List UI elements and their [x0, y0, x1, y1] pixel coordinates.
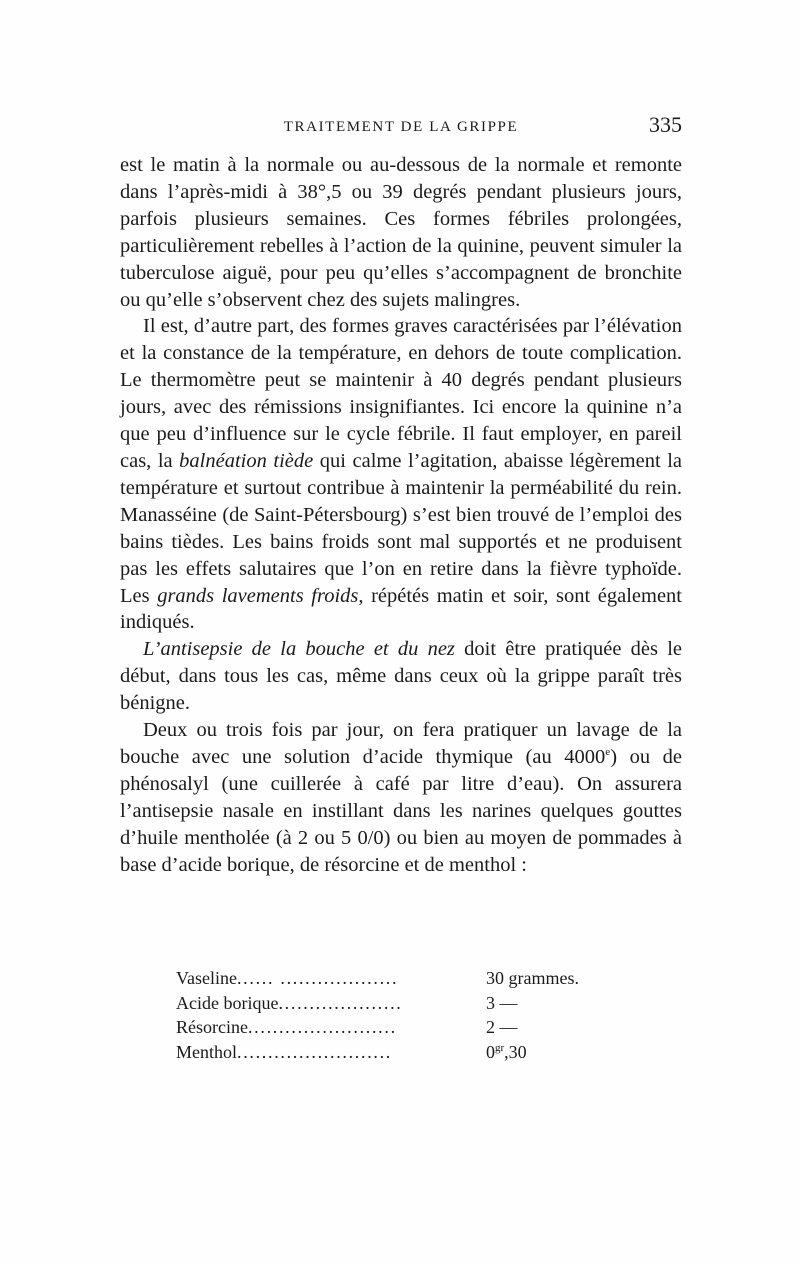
leader-dots: ...... ...................	[236, 968, 399, 988]
ingredient-name: Menthol	[176, 1042, 237, 1063]
leader-dots: ........................	[247, 1017, 397, 1038]
text-run: qui calme l’agitation, abaisse légèrement la température et surtout contribue à maintenir la perméabilité du rein. Manasséine (de Saint-Pétersbourg) s’est bien trouvé de l’emploi des bains tièdes. Les bains froids sont mal supportés et ne produisent pas les effets salutaires que l’on en retire dans la fièvre typhoïde. Les	[120, 449, 682, 607]
superscript: e	[605, 746, 611, 759]
italic-lavements: grands lavements froids	[157, 584, 359, 607]
leader-dots: .........................	[237, 1042, 392, 1063]
amount-superscript: gr	[495, 1042, 505, 1055]
ingredient-name: Acide borique	[176, 992, 279, 1013]
ingredient-amount: 3 —	[486, 992, 518, 1013]
ingredient-amount	[486, 1040, 636, 1065]
text-run: doit être pratiquée dès le début, dans tous les cas, même dans ceux où la grippe paraît très bénigne.	[120, 638, 683, 715]
recipe-row	[176, 1040, 636, 1065]
italic-antisepsie: antisepsie de la bouche et du nez	[160, 638, 455, 661]
recipe-row	[176, 966, 636, 991]
body-text	[120, 152, 682, 878]
paragraph-lavage	[120, 717, 682, 878]
running-title: TRAITEMENT DE LA GRIPPE	[283, 119, 519, 135]
recipe-row	[176, 1015, 636, 1040]
paragraph-antisepsis	[120, 636, 682, 717]
page-number: 335	[649, 112, 682, 137]
paragraph-severe-forms	[120, 313, 682, 636]
ingredient-cell	[176, 991, 486, 1016]
ingredient-amount: 30 grammes.	[486, 968, 579, 988]
paragraph-continuation: est le matin à la normale ou au-dessous de la normale et remonte dans l’après-midi à 38°,5 ou 39 degrés pendant plusieurs jours, parfois plusieurs semaines. Ces formes fébriles prolongées, particulièrement rebelles à l’action de la quinine, peuvent simuler la tuberculose aiguë, pour peu qu’elles s’accompagnent de bronchite ou qu’elle s’observent chez des sujets malingres.	[120, 154, 682, 311]
running-head	[120, 112, 682, 142]
recipe-table	[176, 966, 636, 1065]
text-run: ) ou de phénosalyl (une cuillerée à café par litre d’eau). On assurera l’antisepsie nasale en instillant dans les narines quelques gouttes d’huile mentholée (à 2 ou 5 0/0) ou bien au moyen de pommades à base d’acide borique, de résorcine et de menthol :	[120, 745, 682, 876]
text-run: Deux ou trois fois par jour, on fera pratiquer un lavage de la bouche avec une solution d’acide thymique (au 4000	[120, 719, 682, 768]
ingredient-cell	[176, 1015, 486, 1040]
italic-lead: L’	[143, 638, 161, 661]
ingredient-name: Vaseline	[176, 968, 237, 988]
amount-main: 0	[486, 1042, 495, 1063]
text-run: Il est, d’autre part, des formes graves caractérisées par l’élévation et la constance de la température, en dehors de toute complication. Le thermomètre peut se maintenir à 40 degrés pendant plusieurs jours, avec des rémissions insignifiantes. Ici encore la quinine n’a que peu d’influence sur le cycle fébrile. Il faut employer, en pareil cas, la	[120, 315, 682, 472]
italic-balneation: balnéation tiède	[179, 449, 314, 472]
recipe-row	[176, 991, 636, 1016]
ingredient-cell	[176, 1040, 486, 1065]
ingredient-cell	[176, 966, 486, 991]
ingredient-name: Résorcine	[176, 1017, 248, 1038]
text-run: , répétés matin et soir, sont également indiqués.	[120, 584, 682, 634]
amount-tail: ,30	[504, 1042, 527, 1063]
ingredient-amount: 2 —	[486, 1017, 518, 1038]
leader-dots: ....................	[278, 992, 403, 1013]
